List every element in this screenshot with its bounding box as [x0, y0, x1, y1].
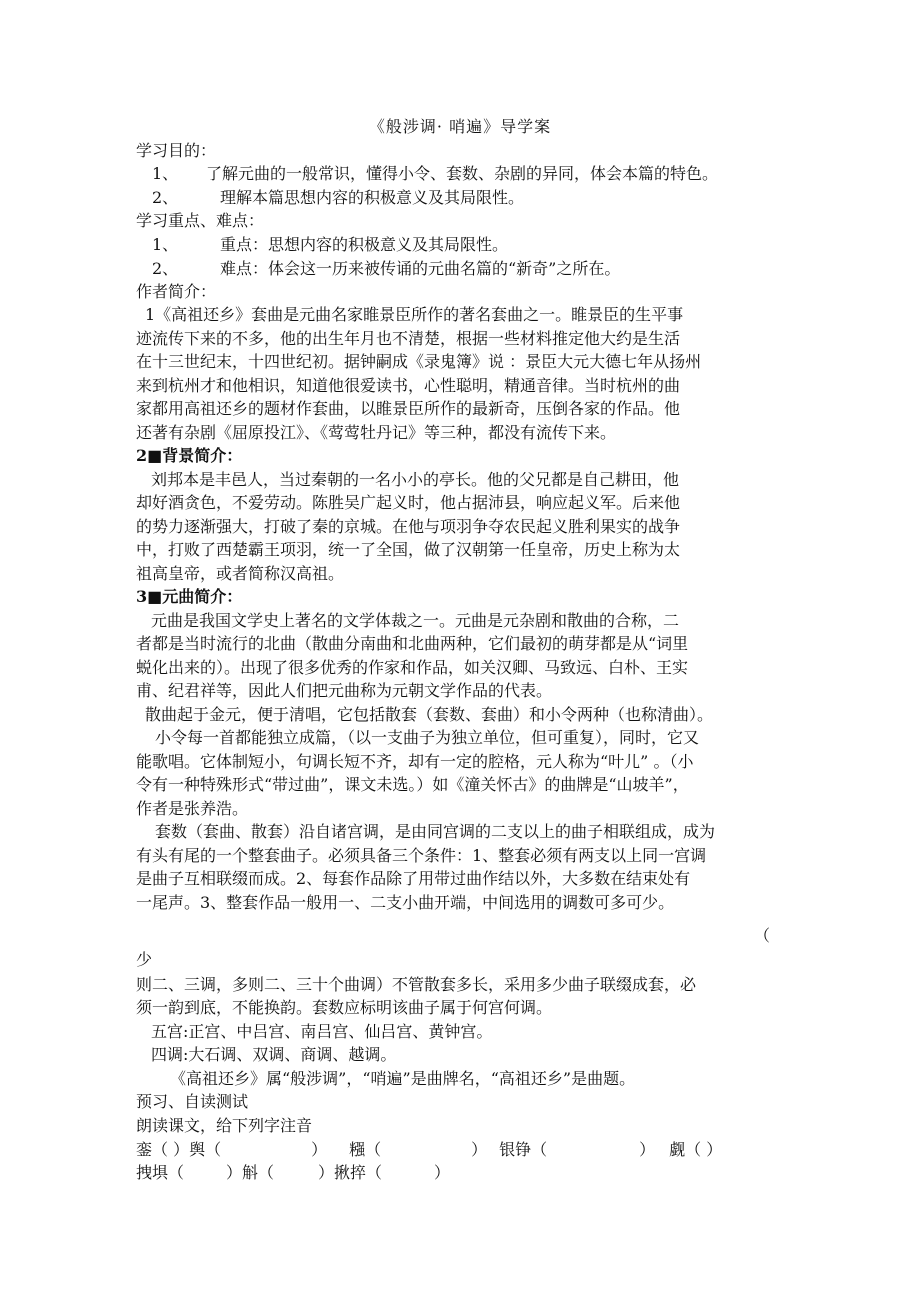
taoshu-paragraph-line: 是曲子互相联缀而成。2、每套作品除了用带过曲作结以外，大多数在结束处有 — [136, 869, 691, 888]
taoshu-paren-open: （ — [754, 926, 771, 945]
five-gong-line: 五宫:正宫、中吕宫、南吕宫、仙吕宫、黄钟宫。 — [151, 1022, 493, 1041]
taoshu-paragraph-line: 一尾声。3、整套作品一般用一、二支小曲开端，中间选用的调数可多可少。 — [136, 893, 675, 912]
author-paragraph-line: 1《高祖还乡》套曲是元曲名家睢景臣所作的著名套曲之一。睢景臣的生平事 — [145, 305, 684, 324]
key-point-2-text: 难点：体会这一历来被传诵的元曲名篇的“新奇”之所在。 — [220, 259, 621, 278]
item-number: 2、 — [152, 259, 179, 278]
objective-2 — [136, 188, 524, 208]
section-heading-preview: 预习、自读测试 — [136, 1092, 249, 1111]
yuanqu-paragraph-line: 者都是当时流行的北曲（散曲分南曲和北曲两种，它们最初的萌芽都是从“词里 — [136, 634, 689, 653]
taoshu-paragraph-line: 须一韵到底，不能换韵。套数应标明该曲子属于何宫何调。 — [136, 998, 553, 1017]
key-point-2 — [136, 259, 620, 279]
taoshu-paragraph-line: 则二、三调，多则二、三十个曲调）不管散套多长，采用多少曲子联缀成套，必 — [136, 975, 697, 994]
section-heading-yuanqu: 3■元曲简介： — [136, 587, 243, 606]
pinyin-item: 银铮（ — [499, 1140, 548, 1159]
objective-1-text: 了解元曲的一般常识，懂得小令、套数、杂剧的异同，体会本篇的特色。 — [206, 164, 719, 183]
yuanqu-paragraph-line: 元曲是我国文学史上著名的文学体裁之一。元曲是元杂剧和散曲的合称，二 — [151, 611, 680, 630]
xiaoling-paragraph-line: 令有一种特殊形式“带过曲”，课文未选。）如《潼关怀古》的曲牌是“山坡羊”， — [136, 775, 689, 794]
pinyin-item: ） — [311, 1140, 328, 1159]
yuanqu-paragraph-line: 蜕化出来的）。出现了很多优秀的作家和作品，如关汉卿、马致远、白朴、王实 — [136, 658, 689, 677]
author-paragraph-line: 在十三世纪末，十四世纪初。据钟嗣成《录鬼簿》说 ：景臣大元大德七年从扬州 — [136, 352, 702, 371]
four-diao-line: 四调:大石调、双调、商调、越调。 — [151, 1045, 397, 1064]
xiaoling-paragraph-line: 小令每一首都能独立成篇，（以一支曲子为独立单位，但可重复），同时，它又 — [155, 728, 700, 747]
taoshu-paragraph-line: 套数（套曲、散套）沿自诸宫调，是由同宫调的二支以上的曲子相联组成，成为 — [155, 822, 716, 841]
pinyin-row-2 — [136, 1163, 450, 1183]
background-paragraph-line: 中，打败了西楚霸王项羽，统一了全国，做了汉朝第一任皇帝，历史上称为太 — [136, 540, 681, 559]
taoshu-paragraph-line: 少 — [136, 950, 153, 969]
pinyin-instruction: 朗读课文，给下列字注音 — [136, 1116, 313, 1135]
pinyin-item: 銮（ ）舆（ — [136, 1140, 222, 1159]
background-paragraph-line: 却好酒贪色，不爱劳动。陈胜吴广起义时，他占据沛县，响应起义军。后来他 — [136, 493, 681, 512]
xiaoling-paragraph-line: 能歌唱。它体制短小，句调长短不齐，却有一定的腔格，元人称为“叶儿” 。（小 — [136, 752, 694, 771]
item-number: 1、 — [152, 235, 179, 254]
yuanqu-paragraph-line: 甫、纪君祥等，因此人们把元曲称为元朝文学作品的代表。 — [136, 681, 553, 700]
section-heading-background: 2■背景简介： — [136, 446, 243, 465]
pinyin-item: 糨（ — [349, 1140, 382, 1159]
background-paragraph-line: 祖高皇帝，或者简称汉高祖。 — [136, 564, 345, 583]
taoshu-paragraph-line: 有头有尾的一个整套曲子。必须具备三个条件：1、整套必须有两支以上同一宫调 — [136, 846, 707, 865]
objective-2-text: 理解本篇思想内容的积极意义及其局限性。 — [220, 188, 525, 207]
section-heading-key-points: 学习重点、难点： — [136, 211, 265, 230]
pinyin-item: ） — [434, 1163, 451, 1182]
pinyin-item: 拽埧（ — [136, 1163, 185, 1182]
author-paragraph-line: 迹流传下来的不多，他的出生年月也不清楚，根据一些材料推定他大约是生活 — [136, 329, 681, 348]
pinyin-item: ）斛（ — [226, 1163, 275, 1182]
section-heading-objectives: 学习目的： — [136, 141, 217, 160]
author-paragraph-line: 来到杭州才和他相识，知道他很爱读书，心性聪明，精通音律。当时杭州的曲 — [136, 376, 681, 395]
pinyin-item: 觑（ ） — [669, 1140, 723, 1159]
item-number: 2、 — [152, 188, 179, 207]
pinyin-item: ）揪捽（ — [318, 1163, 383, 1182]
author-paragraph-line: 家都用高祖还乡的题材作套曲，以睢景臣所作的最新奇，压倒各家的作品。他 — [136, 399, 681, 418]
pinyin-row-1 — [136, 1140, 722, 1160]
pinyin-item: ） — [639, 1140, 656, 1159]
page-title: 《般涉调· 哨遍》导学案 — [368, 117, 552, 136]
key-point-1-text: 重点：思想内容的积极意义及其局限性。 — [220, 235, 509, 254]
background-paragraph-line: 刘邦本是丰邑人，当过秦朝的一名小小的亭长。他的父兄都是自己耕田，他 — [151, 470, 680, 489]
item-number: 1、 — [152, 164, 179, 183]
author-paragraph-line: 还著有杂剧《屈原投江》、《莺莺牡丹记》等三种，都没有流传下来。 — [136, 423, 617, 442]
sanqu-paragraph-line: 散曲起于金元，便于清唱，它包括散套（套数、套曲）和小令两种（也称清曲）。 — [145, 705, 714, 724]
pinyin-item: ） — [471, 1140, 488, 1159]
background-paragraph-line: 的势力逐渐强大，打破了秦的京城。在他与项羽争夺农民起义胜利果实的战争 — [136, 517, 681, 536]
objective-1 — [136, 164, 718, 184]
title-note-line: 《高祖还乡》属“般涉调”，“哨遍”是曲牌名，“高祖还乡”是曲题。 — [170, 1069, 636, 1088]
key-point-1 — [136, 235, 508, 255]
xiaoling-paragraph-line: 作者是张养浩。 — [136, 799, 249, 818]
section-heading-author: 作者简介： — [136, 282, 217, 301]
